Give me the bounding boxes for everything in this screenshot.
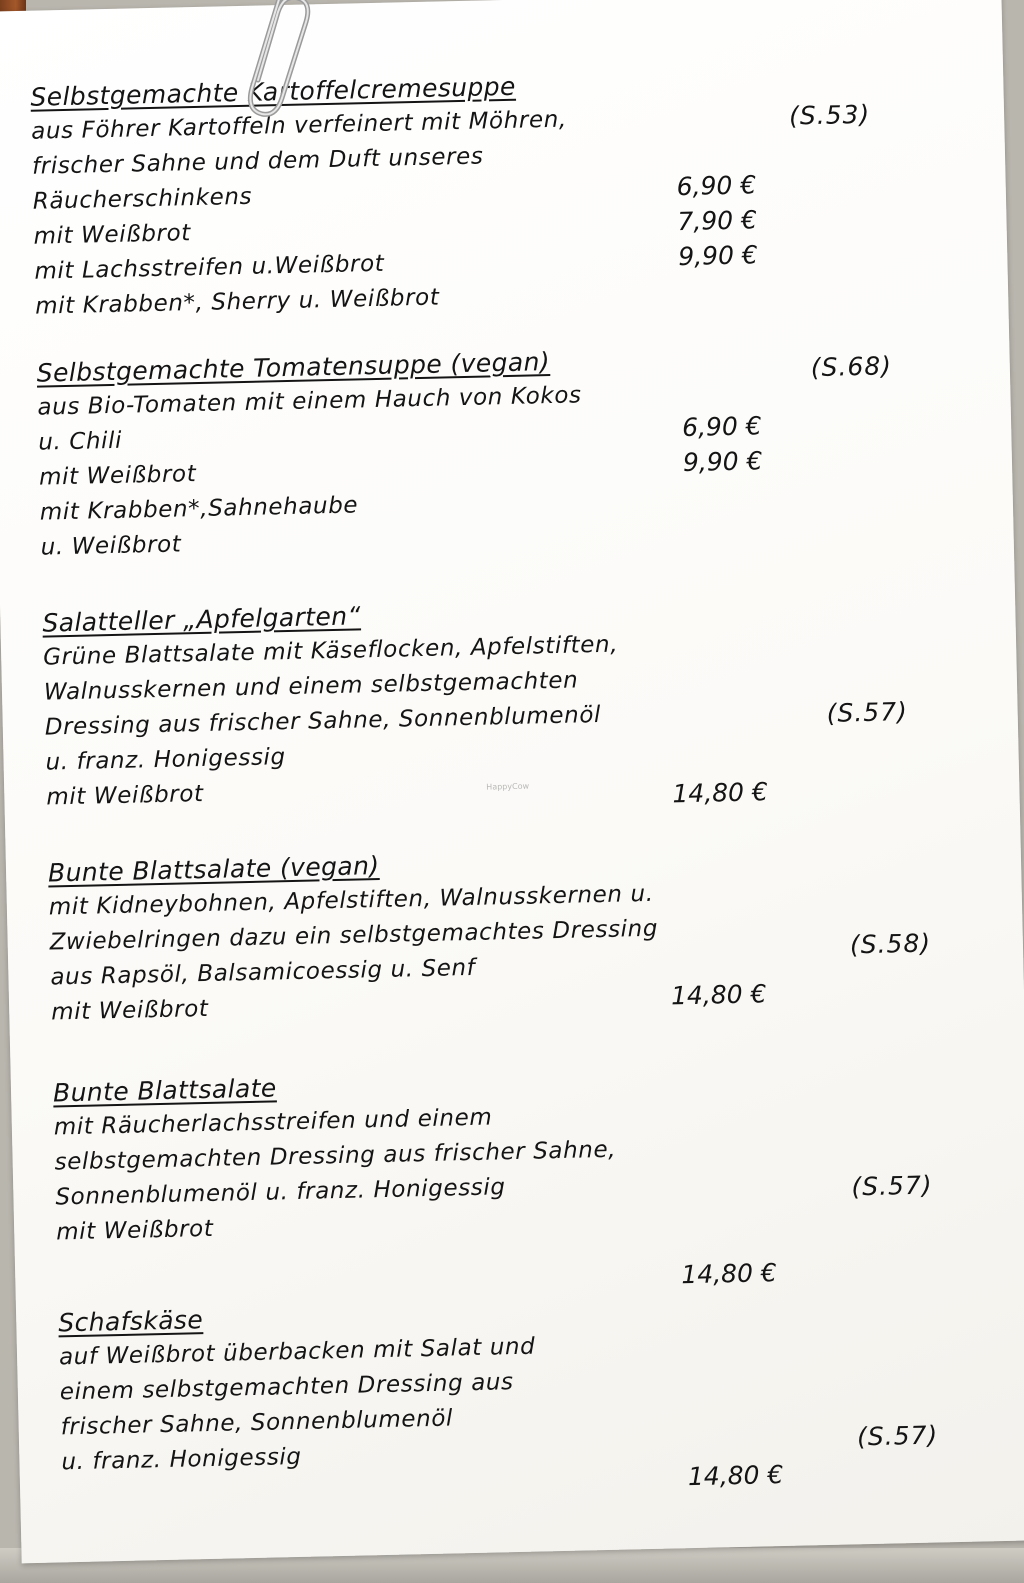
menu-item-price: 7,90 €: [677, 205, 758, 237]
menu-item-price: 14,80 €: [687, 1460, 784, 1492]
menu-item-price: 9,90 €: [682, 446, 763, 478]
menu-item-bunte-blattsalate-vegan: [48, 836, 952, 1030]
menu-item-schafskaese: [57, 1286, 962, 1492]
menu-item-line: aus Föhrer Kartoffeln verfeinert mit Möhren,: [30, 106, 568, 145]
menu-item-line: mit Krabben*,Sahnehaube: [39, 492, 359, 526]
menu-item-line: Räucherschinkens: [32, 183, 253, 215]
menu-item-price: 9,90 €: [677, 240, 759, 272]
menu-item-salatteller-apfelgarten: [42, 586, 947, 815]
watermark: HappyCow: [486, 781, 530, 792]
menu-item-page-ref: (S.58): [849, 928, 932, 960]
menu-item-page-ref: (S.57): [826, 696, 909, 728]
menu-item-price: 14,80 €: [681, 1258, 778, 1290]
menu-item-page-ref: (S.68): [810, 351, 893, 383]
menu-item-line: mit Weißbrot: [55, 1215, 214, 1246]
menu-item-line: u. franz. Honigessig: [45, 744, 286, 776]
menu-item-line: mit Weißbrot: [38, 461, 197, 491]
menu-item-title: Selbstgemachte Kartoffelcremesuppe: [30, 71, 517, 112]
menu-item-kartoffelcremesuppe: [30, 60, 935, 324]
menu-item-line: aus Rapsöl, Balsamicoessig u. Senf: [50, 954, 476, 991]
paper-clip-icon: [228, 0, 318, 124]
menu-item-price: 14,80 €: [672, 777, 769, 809]
menu-item-line: mit Kidneybohnen, Apfelstiften, Walnusskernen u.: [48, 880, 654, 921]
menu-item-title: Salatteller „Apfelgarten“: [42, 601, 362, 638]
menu-item-line: u. Weißbrot: [40, 531, 182, 561]
menu-item-price: 14,80 €: [670, 979, 767, 1011]
menu-item-line: mit Krabben*, Sherry u. Weißbrot: [34, 284, 440, 320]
menu-item-title: Selbstgemachte Tomatensuppe (vegan): [36, 347, 551, 388]
menu-item-line: u. franz. Honigessig: [61, 1443, 302, 1476]
menu-item-line: mit Lachsstreifen u.Weißbrot: [34, 250, 385, 285]
menu-item-bunte-blattsalate-lachs: [52, 1056, 957, 1290]
menu-item-line: Walnusskernen und einem selbstgemachten: [43, 667, 579, 706]
menu-item-line: Zwiebelringen dazu ein selbstgemachtes Dressing: [49, 915, 659, 956]
menu-item-line: Dressing aus frischer Sahne, Sonnenblumenöl: [44, 701, 602, 741]
menu-item-line: mit Weißbrot: [33, 220, 192, 250]
menu-item-page-ref: (S.57): [851, 1170, 933, 1202]
menu-item-line: mit Räucherlachsstreifen und einem: [53, 1104, 493, 1141]
menu-item-title: Bunte Blattsalate (vegan): [47, 851, 380, 888]
menu-item-title: Bunte Blattsalate: [52, 1073, 277, 1108]
menu-item-title: Schafskäse: [57, 1305, 204, 1338]
menu-item-tomatensuppe: [36, 336, 941, 565]
menu-item-line: selbstgemachten Dressing aus frischer Sahne,: [54, 1136, 617, 1176]
menu-item-line: aus Bio-Tomaten mit einem Hauch von Kokos: [37, 382, 582, 421]
menu-item-line: einem selbstgemachten Dressing aus: [59, 1369, 514, 1406]
menu-item-price: 6,90 €: [676, 170, 757, 202]
menu-item-line: u. Chili: [38, 427, 123, 456]
menu-item-line: frischer Sahne und dem Duft unseres: [31, 143, 484, 180]
menu-item-line: mit Weißbrot: [50, 995, 209, 1026]
menu-item-price: 6,90 €: [681, 411, 762, 443]
menu-item-line: frischer Sahne, Sonnenblumenöl: [60, 1405, 454, 1441]
menu-item-line: mit Weißbrot: [46, 780, 204, 811]
menu-item-page-ref: (S.57): [856, 1420, 939, 1452]
menu-item-line: Sonnenblumenöl u. franz. Honigessig: [55, 1174, 506, 1211]
menu-item-line: Grüne Blattsalate mit Käseflocken, Apfelstiften,: [42, 631, 619, 671]
menu-item-page-ref: (S.53): [788, 99, 871, 131]
menu-item-line: auf Weißbrot überbacken mit Salat und: [58, 1333, 536, 1371]
